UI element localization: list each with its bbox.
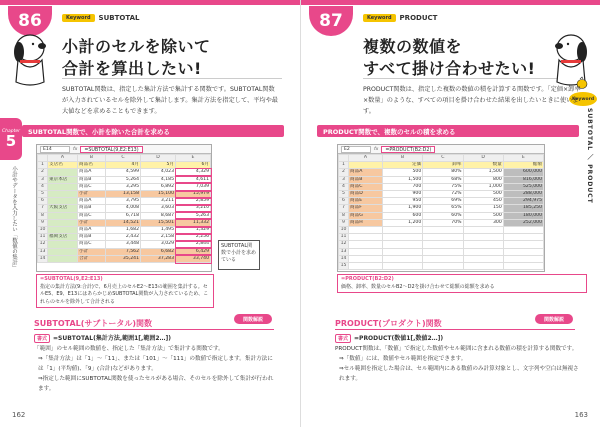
page-title-line1: 複数の数値を	[363, 37, 463, 56]
syntax-pill: 書式	[335, 334, 351, 343]
syntax-text: =PRODUCT(数値1[,数値2…])	[354, 335, 444, 342]
row-header: 8	[339, 212, 349, 219]
function-body	[34, 344, 278, 394]
fx-icon: fx	[73, 146, 78, 152]
table-cell	[423, 255, 463, 262]
caption-box	[337, 274, 587, 293]
keyword-label: Keyword	[62, 14, 95, 22]
table-row	[339, 248, 544, 255]
snoopy-illustration	[545, 30, 597, 88]
table-cell: 数量	[463, 162, 503, 169]
table-cell: 2,859	[176, 198, 211, 205]
table-cell: 700	[383, 183, 423, 190]
table-cell: 小計	[78, 191, 106, 198]
excel-screenshot	[337, 144, 545, 272]
table-cell: 1,200	[383, 219, 423, 226]
table-row	[38, 205, 211, 212]
table-cell: 60%	[423, 212, 463, 219]
table-cell: 総額	[503, 162, 543, 169]
body-paragraph: ⇒セル範囲を指定した場合は、セル範囲内にある数値のみ計算対象とし、文字列や空白は無視されます。	[339, 366, 579, 382]
column-header: C	[423, 155, 463, 162]
table-cell: 600,000	[503, 169, 543, 176]
table-cell: 1,495	[141, 227, 176, 234]
table-cell: 500	[463, 191, 503, 198]
table-cell	[48, 248, 78, 255]
table-cell	[503, 234, 543, 241]
table-cell: 288,000	[503, 191, 543, 198]
table-cell: 4,023	[141, 169, 176, 176]
row-header: 5	[339, 191, 349, 198]
table-cell: 3,603	[141, 205, 176, 212]
table-row	[339, 212, 544, 219]
table-cell	[349, 234, 383, 241]
table-cell: 600	[383, 212, 423, 219]
table-cell	[383, 255, 423, 262]
row-header: 7	[38, 205, 48, 212]
table-cell: 4,611	[176, 176, 211, 183]
table-row	[38, 169, 211, 176]
table-cell: 商品B	[349, 176, 383, 183]
table-cell	[503, 263, 543, 270]
table-cell: 300	[463, 219, 503, 226]
table-cell	[349, 263, 383, 270]
column-header: E	[176, 155, 211, 162]
table-cell	[463, 255, 503, 262]
table-cell: 900	[383, 191, 423, 198]
table-cell: 商品H	[349, 219, 383, 226]
table-row	[38, 198, 211, 205]
table-cell	[48, 183, 78, 190]
table-cell	[383, 248, 423, 255]
right-page	[300, 0, 600, 427]
table-row	[38, 183, 211, 190]
table-cell: 3,211	[141, 198, 176, 205]
table-cell	[463, 234, 503, 241]
column-header: B	[383, 155, 423, 162]
table-cell	[463, 248, 503, 255]
table-cell: 商品C	[349, 183, 383, 190]
table-cell: 15,100	[141, 191, 176, 198]
table-cell: 商品B	[78, 234, 106, 241]
table-cell: 商品C	[78, 212, 106, 219]
name-box: E2	[341, 146, 371, 153]
function-title: SUBTOTAL(サブトータル)関数	[34, 319, 153, 328]
table-cell: 商品A	[78, 227, 106, 234]
intro-text: PRODUCT関数は、指定した複数の数値の積を計算する関数です。「定価×卸率×数量」のような、すべての項目を掛け合わせた結果を出したいときに使います。	[363, 86, 581, 115]
table-row	[38, 241, 211, 248]
table-cell: 450	[463, 198, 503, 205]
table-cell: 75%	[423, 183, 463, 190]
table-row	[339, 255, 544, 262]
table-cell	[383, 234, 423, 241]
table-cell: 15,501	[141, 219, 176, 226]
table-row	[38, 227, 211, 234]
table-cell	[423, 248, 463, 255]
table-row	[38, 248, 211, 255]
table-cell: 5,263	[176, 212, 211, 219]
page-title-line1: 小計のセルを除いて	[62, 37, 211, 56]
table-cell	[383, 227, 423, 234]
table-cell: 卸率	[423, 162, 463, 169]
table-cell: 3,795	[106, 198, 141, 205]
table-cell	[383, 263, 423, 270]
table-cell: 180,000	[503, 212, 543, 219]
row-header: 14	[339, 255, 349, 262]
table-cell: 商品A	[349, 169, 383, 176]
function-explanation-badge: 関数解説	[234, 314, 272, 324]
row-header: 3	[339, 176, 349, 183]
table-row	[38, 255, 211, 262]
table-cell: 商品B	[78, 205, 106, 212]
table-row	[38, 219, 211, 226]
side-keyword-text: SUBTOTAL ／ PRODUCT	[586, 108, 593, 204]
keyword-label: Keyword	[363, 14, 396, 22]
table-cell: 福岡支店	[48, 234, 78, 241]
formula-text: =SUBTOTAL(9,E2:E13)	[80, 146, 142, 153]
formula-bar	[338, 145, 544, 154]
row-header: 14	[38, 255, 48, 262]
keyword-text: SUBTOTAL	[98, 14, 140, 22]
row-header: 1	[38, 162, 48, 169]
function-body	[335, 344, 579, 384]
row-header: 15	[339, 263, 349, 270]
table-cell: 8,687	[141, 212, 176, 219]
table-cell: 525,000	[503, 183, 543, 190]
table-cell: 3,029	[141, 241, 176, 248]
caption-formula: =SUBTOTAL(9,E2:E13)	[40, 276, 103, 282]
column-header: B	[78, 155, 106, 162]
table-row	[38, 176, 211, 183]
table-cell: 商品E	[349, 198, 383, 205]
row-header: 13	[339, 248, 349, 255]
row-header: 6	[339, 198, 349, 205]
table-cell: 合計	[78, 255, 106, 262]
table-cell	[423, 227, 463, 234]
row-header: 4	[339, 183, 349, 190]
caption-text: 指定の集計方法(9:合計)で、6月売上のセルE2～E13の範囲を集計する。セルE5、E9、E13にはあらかじめSUBTOTAL関数が入力されているため、これらのセルを除外して合計される	[40, 283, 209, 305]
row-header: 11	[339, 234, 349, 241]
formula-text: =PRODUCT(B2:D2)	[381, 146, 435, 153]
table-cell: 1,000	[463, 183, 503, 190]
table-cell	[349, 255, 383, 262]
row-header: 2	[339, 169, 349, 176]
table-cell: 商品B	[78, 176, 106, 183]
table-row	[38, 212, 211, 219]
spreadsheet-grid	[37, 154, 211, 263]
table-cell: 大阪支店	[48, 205, 78, 212]
table-cell: 68%	[423, 176, 463, 183]
excel-screenshot	[36, 144, 212, 272]
header-band	[301, 0, 600, 5]
fx-icon: fx	[374, 146, 379, 152]
row-header: 7	[339, 205, 349, 212]
table-cell: 商品名	[78, 162, 106, 169]
table-row	[339, 169, 544, 176]
table-cell: 商品A	[78, 169, 106, 176]
caption-formula: =PRODUCT(B2:D2)	[341, 276, 394, 282]
table-cell	[48, 169, 78, 176]
page-number: 162	[12, 411, 26, 419]
column-header: C	[106, 155, 141, 162]
table-row	[339, 176, 544, 183]
table-cell: 15,979	[176, 191, 211, 198]
column-header: A	[349, 155, 383, 162]
table-cell	[463, 227, 503, 234]
table-cell: 定価	[383, 162, 423, 169]
side-chapter-text: 小計やデータを入力したい「数値の集計」	[11, 166, 17, 271]
table-cell: 商品F	[349, 205, 383, 212]
table-cell	[423, 234, 463, 241]
table-row	[339, 198, 544, 205]
table-cell	[349, 227, 383, 234]
table-cell: 14,521	[106, 219, 141, 226]
page-title-line2: 合計を算出したい!	[62, 59, 202, 78]
row-header: 9	[339, 219, 349, 226]
body-paragraph: ⇒指定した範囲にSUBTOTAL関数を使ったセルがある場合、そのセルを除外して集計が行われます。	[38, 376, 274, 392]
row-header: 13	[38, 248, 48, 255]
table-cell: 商品D	[349, 191, 383, 198]
intro-text: SUBTOTAL関数は、指定した集計方法で集計する関数です。SUBTOTAL関数が入力されているセルを除外して集計します。集計方法を指定して、平均や最大値などを求めることもできます。	[62, 86, 278, 115]
table-cell	[503, 227, 543, 234]
table-row	[339, 234, 544, 241]
row-header: 12	[38, 241, 48, 248]
formula-bar	[37, 145, 211, 154]
table-cell: 3,295	[106, 183, 141, 190]
table-cell: 小計	[78, 248, 106, 255]
table-cell: 11,332	[176, 219, 211, 226]
table-cell: 支店名	[48, 162, 78, 169]
table-cell: 80%	[423, 169, 463, 176]
table-cell: 7,562	[106, 248, 141, 255]
keyword-tag	[363, 14, 437, 22]
table-row	[339, 227, 544, 234]
function-title: PRODUCT(プロダクト)関数	[335, 319, 442, 328]
chapter-word: Chapter	[2, 129, 20, 134]
syntax-text: =SUBTOTAL(集計方法,範囲1[,範囲2…])	[53, 335, 171, 342]
table-cell: 2,432	[106, 234, 141, 241]
table-cell	[423, 241, 463, 248]
table-cell: 950	[383, 198, 423, 205]
table-cell: 5,264	[106, 176, 141, 183]
table-cell: 6,682	[141, 248, 176, 255]
table-cell: 商品A	[78, 198, 106, 205]
table-cell: 4,185	[141, 176, 176, 183]
header-band	[0, 0, 300, 5]
table-row	[339, 205, 544, 212]
chapter-tab	[0, 118, 22, 160]
table-row	[339, 191, 544, 198]
table-cell: 252,000	[503, 219, 543, 226]
column-header: A	[48, 155, 78, 162]
table-row	[339, 183, 544, 190]
table-cell: 65%	[423, 205, 463, 212]
row-header: 5	[38, 191, 48, 198]
table-cell: 150	[463, 205, 503, 212]
row-header: 2	[38, 169, 48, 176]
column-header	[38, 155, 48, 162]
row-header: 11	[38, 234, 48, 241]
spreadsheet-grid	[338, 154, 544, 270]
table-cell: 2,158	[141, 234, 176, 241]
table-row	[339, 263, 544, 270]
table-cell: 294,975	[503, 198, 543, 205]
body-paragraph: PRODUCT関数は、「数値」で指定した数値やセル範囲に含まれる数値の積を計算する関数です。	[335, 346, 578, 352]
table-cell	[349, 162, 383, 169]
callout-note: SUBTOTAL関数で小計を求めている	[218, 240, 260, 270]
table-cell: 500	[463, 212, 503, 219]
table-cell	[463, 241, 503, 248]
table-cell: 6月	[176, 162, 211, 169]
table-cell: 2,256	[176, 234, 211, 241]
column-header-row	[339, 155, 544, 162]
tip-number-badge: 86	[8, 6, 52, 36]
keyword-text: PRODUCT	[399, 14, 438, 22]
table-cell: 3,448	[106, 241, 141, 248]
table-cell: 1,329	[176, 227, 211, 234]
table-cell: 5月	[141, 162, 176, 169]
section-heading: PRODUCT関数で、複数のセルの積を求める	[317, 125, 579, 137]
table-cell	[48, 198, 78, 205]
table-cell	[503, 248, 543, 255]
name-box: E14	[40, 146, 70, 153]
row-header: 10	[38, 227, 48, 234]
table-cell	[48, 191, 78, 198]
row-header: 6	[38, 198, 48, 205]
table-cell	[463, 263, 503, 270]
table-row	[339, 162, 544, 169]
table-cell: 東京本店	[48, 176, 78, 183]
table-cell: 2,844	[176, 241, 211, 248]
table-row	[38, 162, 211, 169]
table-cell: 1,500	[383, 176, 423, 183]
syntax-line	[34, 333, 171, 343]
table-cell: 4月	[106, 162, 141, 169]
table-cell	[48, 255, 78, 262]
caption-text: 価格、卸率、数量のセルB2～D2を掛け合わせて総額の総額を求める	[341, 283, 495, 290]
table-cell: 72%	[423, 191, 463, 198]
section-heading: SUBTOTAL関数で、小計を除いた合計を求める	[22, 125, 284, 137]
column-header: E	[503, 155, 543, 162]
row-header: 1	[339, 162, 349, 169]
tip-number-badge: 87	[309, 6, 353, 36]
table-cell: 商品G	[349, 212, 383, 219]
table-cell: 商品C	[78, 183, 106, 190]
body-paragraph: ⇒「数値」には、数値やセル範囲を指定できます。	[339, 356, 467, 362]
syntax-pill: 書式	[34, 334, 50, 343]
column-header-row	[38, 155, 211, 162]
column-header	[339, 155, 349, 162]
table-cell	[48, 227, 78, 234]
table-cell: 小計	[78, 219, 106, 226]
table-cell	[423, 263, 463, 270]
table-cell: 4,329	[176, 169, 211, 176]
table-cell	[48, 212, 78, 219]
caption-box	[36, 274, 214, 308]
table-cell: 3,210	[176, 205, 211, 212]
table-cell: 37,283	[141, 255, 176, 262]
function-rule	[335, 329, 575, 330]
table-cell	[349, 241, 383, 248]
column-header: D	[141, 155, 176, 162]
table-cell	[48, 219, 78, 226]
table-cell: 69%	[423, 198, 463, 205]
table-cell: 1,682	[106, 227, 141, 234]
row-header: 3	[38, 176, 48, 183]
table-cell: 33,740	[176, 255, 211, 262]
snoopy-illustration	[4, 30, 56, 88]
keyword-bubble: Keyword	[569, 92, 597, 106]
table-cell: 4,008	[106, 205, 141, 212]
page-number: 163	[574, 411, 588, 419]
table-cell: 6,718	[106, 212, 141, 219]
table-cell	[503, 255, 543, 262]
row-header: 9	[38, 219, 48, 226]
table-cell: 500	[383, 169, 423, 176]
table-cell	[503, 241, 543, 248]
table-cell: 1,500	[463, 169, 503, 176]
table-cell	[48, 241, 78, 248]
table-cell: 816,000	[503, 176, 543, 183]
table-row	[38, 191, 211, 198]
table-cell: 185,250	[503, 205, 543, 212]
row-header: 4	[38, 183, 48, 190]
column-header: D	[463, 155, 503, 162]
function-explanation-badge: 関数解説	[535, 314, 573, 324]
row-header: 10	[339, 227, 349, 234]
body-paragraph: ⇒「集計方法」は「1」～「11」、または「101」～「111」の数値で指定します。集計方法には「1」(平均値)、「9」(合計)などがあります。	[38, 356, 273, 372]
page-title-line2: すべて掛け合わせたい!	[363, 59, 536, 78]
table-cell: 商品C	[78, 241, 106, 248]
table-cell	[349, 248, 383, 255]
function-rule	[34, 329, 274, 330]
table-cell: 1,900	[383, 205, 423, 212]
body-paragraph: 「範囲」のセル範囲の数値を、指定した「集計方法」で集計する関数です。	[34, 346, 224, 352]
row-header: 12	[339, 241, 349, 248]
table-cell: 7,039	[176, 183, 211, 190]
table-cell: 70%	[423, 219, 463, 226]
table-cell	[383, 241, 423, 248]
table-cell: 4,599	[106, 169, 141, 176]
syntax-line	[335, 333, 443, 343]
table-cell: 13,158	[106, 191, 141, 198]
chapter-number: 5	[5, 132, 17, 150]
row-header: 8	[38, 212, 48, 219]
table-row	[339, 219, 544, 226]
title-rule	[62, 78, 282, 79]
table-cell: 6,892	[141, 183, 176, 190]
table-row	[38, 234, 211, 241]
table-cell: 6,429	[176, 248, 211, 255]
keyword-tag	[62, 14, 139, 22]
table-row	[339, 241, 544, 248]
table-cell: 800	[463, 176, 503, 183]
table-cell: 35,241	[106, 255, 141, 262]
